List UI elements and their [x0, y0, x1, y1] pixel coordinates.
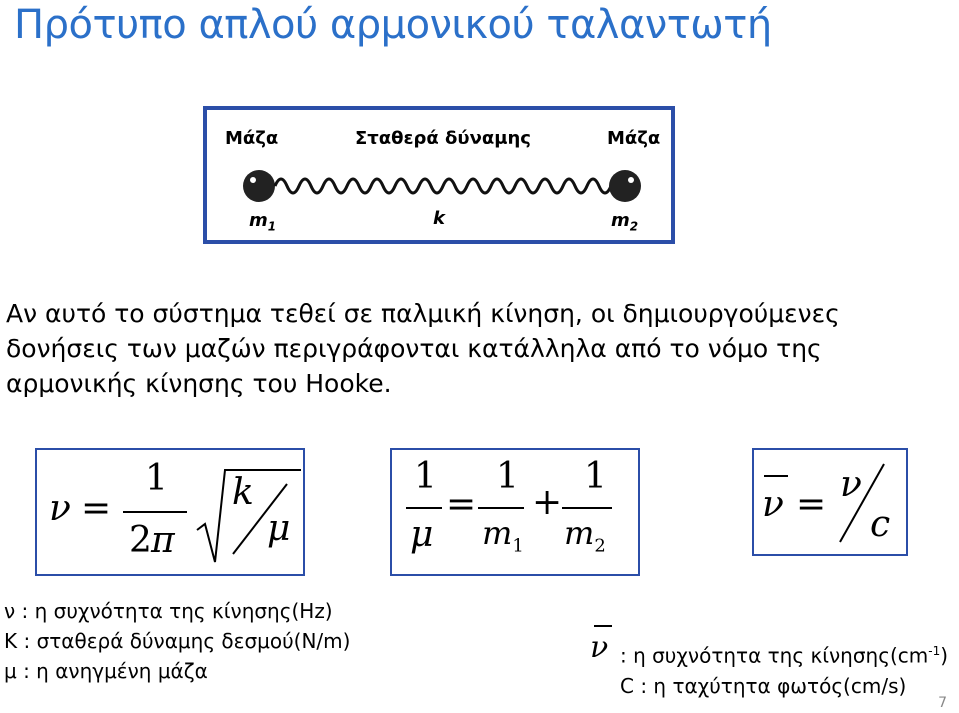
definitions-left [4, 596, 350, 686]
eq1-k: k [232, 472, 254, 513]
eq1-nu: ν [49, 488, 71, 529]
mass-left-label: Μάζα [225, 128, 279, 149]
mass-right-label: Μάζα [607, 128, 661, 149]
definition-mu: μ : η ανηγμένη μάζα [4, 659, 208, 683]
eq3-equals: = [796, 484, 827, 525]
eq1-lines [37, 450, 303, 574]
eq2-one-a: 1 [414, 456, 437, 497]
eq1-numerator-one: 1 [145, 458, 168, 499]
eq3-lines [754, 450, 906, 554]
spring-coil [275, 179, 611, 193]
eq2-plus: + [532, 482, 563, 523]
definition-nubar: : η συχνότητα της $\kappa ί\nu\eta\sigma\eta\varsigma(cm^{-1})$ [620, 643, 949, 668]
eq1-equals: = [81, 488, 112, 529]
description-paragraph: Αν αυτό το σύστημα τεθεί σε παλμική κίνηση, οι δημιουργούμενες δονήσεις των μαζών περιγράφονται κατάλληλα από το νόμο της αρμονικής κίνησης του Hooke. [6, 299, 840, 398]
slide-title: Πρότυπο απλού αρμονικού ταλαντωτή [14, 2, 772, 48]
mass-left-ball [243, 170, 275, 202]
eq2-one-b: 1 [496, 456, 519, 497]
spring-mass-figure [203, 106, 675, 244]
spring-k-symbol: k [433, 208, 445, 229]
eq2-mu: μ [410, 514, 434, 555]
mass-right-ball [609, 170, 641, 202]
definitions-right [620, 636, 948, 701]
eq2-lines [392, 450, 638, 574]
definition-k: K : σταθερά δύναμης δεσμού(N/m) [4, 629, 351, 653]
eq3-c: c [870, 504, 891, 545]
spring-constant-label: Σταθερά δύναμης [355, 128, 531, 149]
nubar-symbol: ν [590, 630, 609, 665]
reduced-mass-equation-box [390, 448, 640, 576]
nubar-overline [594, 625, 612, 627]
mass-m1-symbol: $m_1$ [249, 210, 277, 234]
definition-nu: ν : η συχνότητα της κίνησης(Hz) [4, 599, 333, 623]
eq3-nubar: ν [762, 484, 784, 525]
eq2-one-c: 1 [584, 456, 607, 497]
eq1-mu: μ [267, 508, 291, 549]
eq1-pi: π [151, 520, 175, 561]
frequency-equation-box [35, 448, 305, 576]
wavenumber-equation-box [752, 448, 908, 556]
definition-c: C : η ταχύτητα φωτός(cm/s) [620, 673, 907, 698]
eq2-equals: = [446, 484, 477, 525]
mass-m2-symbol: $m_2$ [611, 210, 639, 234]
eq1-denominator-two: 2 [129, 520, 152, 561]
eq2-m1: $m_1$ [482, 514, 524, 557]
page-number: 7 [938, 695, 947, 711]
eq2-m2: $m_2$ [564, 514, 606, 557]
eq3-nu: ν [840, 464, 862, 505]
